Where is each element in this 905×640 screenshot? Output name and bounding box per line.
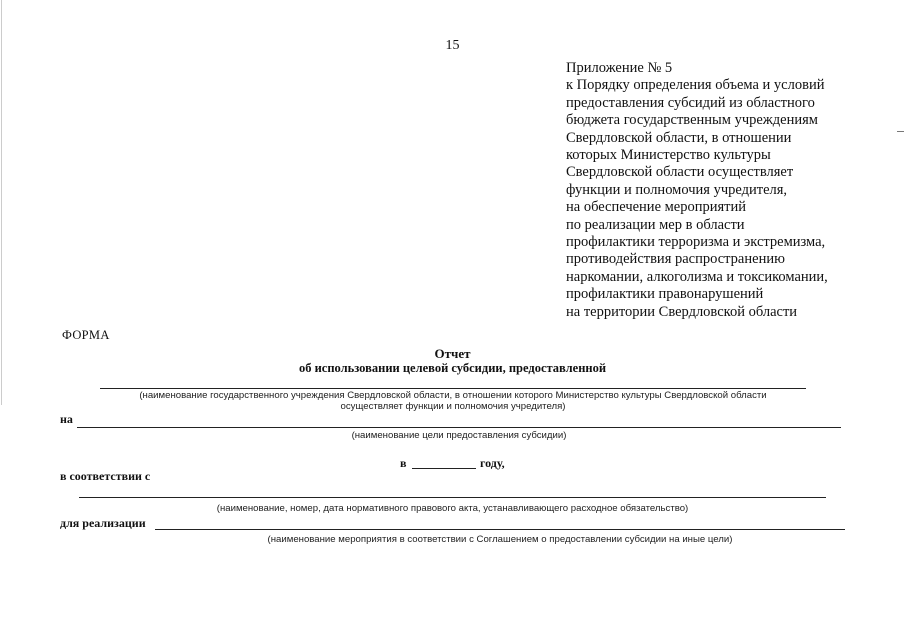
implementation-label: для реализации [60, 516, 146, 530]
institution-fill-line[interactable] [100, 388, 806, 389]
institution-caption-line: осуществляет функции и полномочия учредителя) [340, 400, 566, 412]
scan-edge-line [1, 0, 2, 405]
appendix-line: наркомании, алкоголизма и токсикомании, [566, 268, 828, 285]
year-suffix: году, [480, 456, 505, 470]
institution-caption-line: (наименование государственного учреждения Свердловской области, в отношении которого Министерство культуры Свердловской области [139, 390, 767, 401]
appendix-line: бюджета государственным учреждениям [566, 112, 818, 129]
appendix-line: по реализации мер в области [566, 216, 745, 233]
page-number: 15 [445, 38, 460, 53]
purpose-fill-line[interactable] [77, 427, 841, 428]
report-subtitle: об использовании целевой субсидии, предоставленной [298, 361, 607, 375]
appendix-line: предоставления субсидий из областного [566, 94, 815, 111]
scan-edge-mark [897, 131, 904, 132]
appendix-line: на обеспечение мероприятий [566, 199, 747, 216]
appendix-line: к Порядку определения объема и условий [566, 77, 825, 94]
act-caption: (наименование, номер, дата нормативного правового акта, устанавливающего расходное обязательство) [216, 503, 689, 514]
appendix-line: противодействия распространению [566, 251, 785, 268]
appendix-line: которых Министерство культуры [566, 147, 771, 164]
appendix-line: профилактики правонарушений [566, 286, 764, 303]
according-label: в соответствии с [60, 469, 151, 483]
appendix-line: на территории Свердловской области [566, 303, 798, 320]
report-title: Отчет [434, 346, 471, 361]
appendix-line: Свердловской области, в отношении [566, 129, 792, 146]
act-fill-line[interactable] [79, 497, 826, 498]
appendix-line: функции и полномочия учредителя, [566, 181, 788, 198]
appendix-line: Свердловской области осуществляет [566, 164, 794, 181]
institution-caption [100, 391, 806, 412]
event-caption: (наименование мероприятия в соответствии с Соглашением о предоставлении субсидии на иные цели) [267, 534, 733, 545]
na-label: на [60, 412, 73, 426]
year-fill-line[interactable] [412, 468, 476, 469]
appendix-block [566, 60, 866, 321]
implementation-fill-line[interactable] [155, 529, 845, 530]
appendix-line: профилактики терроризма и экстремизма, [566, 234, 826, 251]
form-label: ФОРМА [62, 328, 110, 342]
purpose-caption: (наименование цели предоставления субсидии) [351, 430, 567, 441]
appendix-line: Приложение № 5 [566, 60, 673, 76]
year-prefix: в [400, 456, 407, 470]
